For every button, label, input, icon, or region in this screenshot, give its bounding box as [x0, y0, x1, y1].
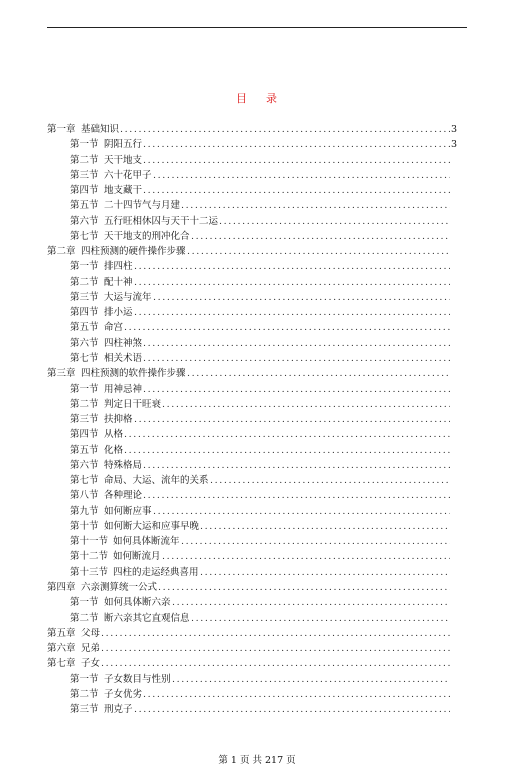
toc-entry-number: 第二节	[70, 612, 99, 624]
toc-entry-number: 第七章	[47, 658, 76, 670]
toc-dot-leader	[172, 672, 450, 687]
toc-section-entry[interactable]	[0, 137, 514, 152]
toc-dot-leader	[124, 443, 450, 458]
toc-section-entry[interactable]	[0, 565, 514, 580]
toc-entry-title: 二十四节气与月建	[104, 200, 181, 212]
toc-entry-title: 相关术语	[104, 352, 143, 364]
toc-chapter-entry[interactable]	[0, 122, 514, 137]
toc-entry-title: 刑克子	[104, 704, 133, 716]
toc-entry-title: 阴阳五行	[104, 139, 143, 151]
toc-entry-title: 用神忌神	[104, 383, 143, 395]
toc-dot-leader	[153, 504, 450, 519]
toc-dot-leader	[101, 626, 450, 641]
toc-entry-number: 第一章	[47, 124, 76, 135]
toc-chapter-entry[interactable]	[0, 366, 514, 381]
toc-entry-number: 第五节	[70, 444, 99, 456]
toc-dot-leader	[187, 366, 450, 381]
toc-dot-leader	[143, 183, 450, 198]
toc-section-entry[interactable]	[0, 214, 514, 229]
toc-entry-number: 第十三节	[70, 566, 109, 578]
toc-section-entry[interactable]	[0, 504, 514, 519]
toc-dot-leader	[143, 488, 450, 503]
toc-entry-number: 第二节	[70, 276, 99, 288]
toc-section-entry[interactable]	[0, 198, 514, 213]
toc-entry-title: 四柱预测的硬件操作步骤	[81, 246, 186, 258]
toc-entry-number: 第四节	[70, 307, 99, 319]
toc-dot-leader	[134, 412, 450, 427]
toc-entry-title: 父母	[81, 627, 101, 639]
toc-section-entry[interactable]	[0, 549, 514, 564]
toc-entry-title: 天干地支	[104, 154, 143, 166]
toc-entry-number: 第五节	[70, 322, 99, 334]
toc-entry-number: 第七节	[70, 475, 99, 487]
toc-entry-number: 第十节	[70, 520, 99, 532]
toc-entry-title: 化格	[104, 444, 124, 456]
footer-label-first: 第	[218, 755, 228, 766]
toc-entry-title: 子女数目与性别	[104, 673, 171, 685]
toc-dot-leader	[124, 320, 450, 335]
toc-entry-number: 第三节	[70, 704, 99, 716]
footer-label-mid: 页 共	[239, 755, 262, 766]
toc-entry-number: 第一节	[70, 261, 99, 273]
toc-section-entry[interactable]	[0, 534, 514, 549]
toc-section-entry[interactable]	[0, 275, 514, 290]
toc-section-entry[interactable]	[0, 382, 514, 397]
toc-dot-leader	[200, 565, 450, 580]
toc-section-entry[interactable]	[0, 183, 514, 198]
toc-dot-leader	[134, 305, 450, 320]
toc-dot-leader	[191, 611, 450, 626]
toc-entry-number: 第二章	[47, 246, 76, 258]
toc-dot-leader	[191, 229, 450, 244]
toc-entry-number: 第四节	[70, 429, 99, 441]
toc-dot-leader	[200, 519, 450, 534]
toc-entry-number: 第三节	[70, 291, 99, 303]
toc-entry-title: 各种理论	[104, 490, 143, 502]
toc-dot-leader	[143, 336, 450, 351]
toc-entry-number: 第六节	[70, 215, 99, 227]
toc-title-char-2: 录	[266, 92, 278, 105]
toc-entry-title: 排小运	[104, 307, 133, 319]
toc-entry-number: 第十一节	[70, 536, 109, 548]
toc-entry-page: 3	[451, 139, 458, 151]
toc-entry-number: 第一节	[70, 139, 99, 151]
footer-label-last: 页	[286, 755, 296, 766]
toc-entry-title: 命局、大运、流年的关系	[104, 475, 209, 487]
toc-entry-title: 子女优劣	[104, 688, 143, 700]
toc-entry-title: 四柱预测的软件操作步骤	[81, 368, 186, 380]
toc-section-entry[interactable]	[0, 702, 514, 717]
toc-section-entry[interactable]	[0, 427, 514, 442]
toc-section-entry[interactable]	[0, 595, 514, 610]
toc-list	[0, 122, 514, 717]
toc-dot-leader	[153, 290, 450, 305]
toc-entry-title: 如何断大运和应事早晚	[104, 520, 200, 532]
toc-entry-title: 四柱的走运经典喜用	[113, 566, 199, 578]
toc-entry-number: 第七节	[70, 230, 99, 242]
toc-entry-number: 第一节	[70, 383, 99, 395]
header-rule	[47, 27, 467, 28]
toc-entry-title: 五行旺相休囚与天干十二运	[104, 215, 219, 227]
toc-entry-number: 第三节	[70, 414, 99, 426]
toc-section-entry[interactable]	[0, 320, 514, 335]
toc-entry-number: 第二节	[70, 154, 99, 166]
toc-section-entry[interactable]	[0, 687, 514, 702]
toc-chapter-entry[interactable]	[0, 580, 514, 595]
toc-dot-leader	[172, 595, 450, 610]
toc-entry-number: 第一节	[70, 673, 99, 685]
toc-section-entry[interactable]	[0, 397, 514, 412]
toc-section-entry[interactable]	[0, 672, 514, 687]
toc-entry-title: 从格	[104, 429, 124, 441]
toc-chapter-entry[interactable]	[0, 244, 514, 259]
toc-section-entry[interactable]	[0, 290, 514, 305]
toc-dot-leader	[162, 549, 450, 564]
toc-entry-number: 第六章	[47, 643, 76, 655]
toc-dot-leader	[134, 259, 450, 274]
toc-chapter-entry[interactable]	[0, 641, 514, 656]
toc-dot-leader	[153, 168, 450, 183]
toc-entry-number: 第四章	[47, 581, 76, 593]
toc-entry-title: 命宫	[104, 322, 124, 334]
toc-dot-leader	[158, 580, 450, 595]
toc-entry-title: 兄弟	[81, 643, 101, 655]
toc-entry-title: 配十神	[104, 276, 133, 288]
toc-entry-number: 第三章	[47, 368, 76, 380]
toc-dot-leader	[181, 198, 450, 213]
toc-section-entry[interactable]	[0, 259, 514, 274]
toc-entry-number: 第八节	[70, 490, 99, 502]
toc-entry-title: 断六亲其它直观信息	[104, 612, 190, 624]
toc-dot-leader	[134, 275, 450, 290]
toc-section-entry[interactable]	[0, 229, 514, 244]
toc-dot-leader	[101, 641, 450, 656]
toc-dot-leader	[134, 702, 450, 717]
toc-entry-title: 如何断应事	[104, 505, 152, 517]
toc-entry-number: 第四节	[70, 185, 99, 197]
toc-dot-leader	[143, 382, 450, 397]
toc-section-entry[interactable]	[0, 443, 514, 458]
toc-entry-title: 大运与流年	[104, 291, 152, 303]
toc-dot-leader	[143, 351, 450, 366]
toc-entry-title: 地支藏干	[104, 185, 143, 197]
toc-section-entry[interactable]	[0, 488, 514, 503]
toc-chapter-entry[interactable]	[0, 656, 514, 671]
toc-dot-leader	[162, 397, 450, 412]
toc-entry-title: 六亲测算统一公式	[81, 581, 158, 593]
toc-entry-title: 天干地支的刑冲化合	[104, 230, 190, 242]
toc-section-entry[interactable]	[0, 458, 514, 473]
toc-entry-title: 如何断流月	[113, 551, 161, 563]
toc-entry-number: 第六节	[70, 337, 99, 349]
toc-entry-number: 第六节	[70, 459, 99, 471]
toc-section-entry[interactable]	[0, 412, 514, 427]
toc-title-char-1: 目	[236, 92, 248, 105]
toc-entry-title: 如何具体断六亲	[104, 597, 171, 609]
footer-total-pages: 217	[265, 755, 284, 766]
toc-entry-number: 第二节	[70, 688, 99, 700]
toc-section-entry[interactable]	[0, 336, 514, 351]
toc-dot-leader	[143, 153, 450, 168]
toc-entry-title: 子女	[81, 658, 101, 670]
footer-page-number: 1	[230, 755, 237, 766]
toc-section-entry[interactable]	[0, 153, 514, 168]
toc-section-entry[interactable]	[0, 168, 514, 183]
toc-entry-number: 第九节	[70, 505, 99, 517]
toc-entry-number: 第三节	[70, 169, 99, 181]
toc-entry-number: 第十二节	[70, 551, 109, 563]
toc-entry-title: 判定日干旺衰	[104, 398, 162, 410]
toc-dot-leader	[219, 214, 450, 229]
toc-dot-leader	[143, 137, 450, 152]
toc-entry-title: 排四柱	[104, 261, 133, 273]
toc-entry-title: 扶抑格	[104, 414, 133, 426]
toc-entry-number: 第五节	[70, 200, 99, 212]
page-footer	[0, 752, 514, 766]
toc-entry-title: 四柱神煞	[104, 337, 143, 349]
toc-entry-title: 特殊格局	[104, 459, 143, 471]
toc-entry-number: 第七节	[70, 352, 99, 364]
toc-title	[0, 90, 514, 106]
toc-section-entry[interactable]	[0, 611, 514, 626]
toc-dot-leader	[143, 687, 450, 702]
toc-entry-title: 基础知识	[81, 124, 120, 135]
toc-entry-page: 3	[451, 124, 458, 135]
toc-dot-leader	[143, 458, 450, 473]
toc-dot-leader	[187, 244, 450, 259]
toc-entry-number: 第五章	[47, 627, 76, 639]
toc-section-entry[interactable]	[0, 473, 514, 488]
toc-dot-leader	[181, 534, 450, 549]
toc-dot-leader	[120, 122, 450, 137]
toc-entry-number: 第一节	[70, 597, 99, 609]
toc-chapter-entry[interactable]	[0, 626, 514, 641]
toc-entry-title: 六十花甲子	[104, 169, 152, 181]
toc-entry-title: 如何具体断流年	[113, 536, 180, 548]
toc-section-entry[interactable]	[0, 351, 514, 366]
toc-entry-number: 第二节	[70, 398, 99, 410]
toc-section-entry[interactable]	[0, 305, 514, 320]
toc-dot-leader	[124, 427, 450, 442]
toc-section-entry[interactable]	[0, 519, 514, 534]
toc-dot-leader	[101, 656, 450, 671]
toc-dot-leader	[210, 473, 450, 488]
